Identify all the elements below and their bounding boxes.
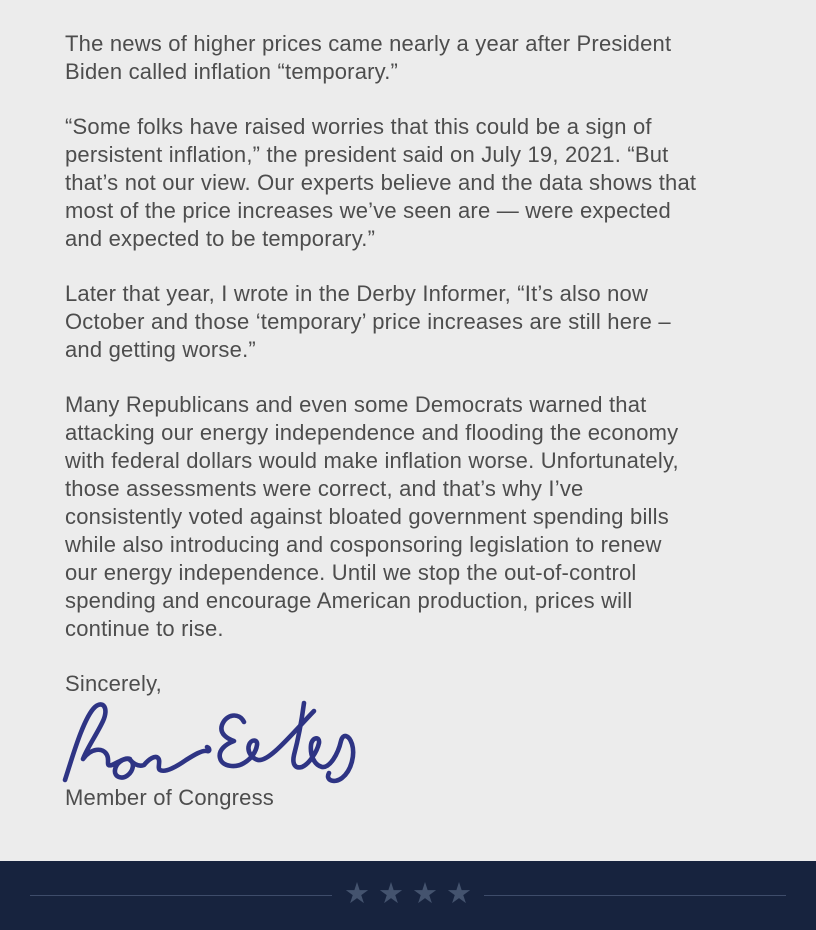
text-line: attacking our energy independence and flooding the economy: [65, 420, 679, 445]
footer-stars: [344, 878, 472, 910]
text-line: Many Republicans and even some Democrats warned that: [65, 392, 647, 417]
text-line: with federal dollars would make inflation worse. Unfortunately,: [65, 448, 679, 473]
signature-title: Member of Congress: [65, 785, 275, 810]
footer-divider-right: [484, 895, 786, 896]
footer-divider-left: [30, 895, 332, 896]
paragraph-3: [65, 280, 761, 364]
star-icon: ★: [412, 878, 438, 910]
closing-salutation: Sincerely,: [65, 671, 162, 696]
signature-ron-estes-drawing: [60, 698, 360, 784]
text-line: and getting worse.”: [65, 337, 256, 362]
text-line: “Some folks have raised worries that this could be a sign of: [65, 114, 652, 139]
text-line: Later that year, I wrote in the Derby Informer, “It’s also now: [65, 281, 649, 306]
text-line: October and those ‘temporary’ price increases are still here –: [65, 309, 671, 334]
text-line: most of the price increases we’ve seen are — were expected: [65, 198, 671, 223]
text-line: our energy independence. Until we stop the out-of-control: [65, 560, 637, 585]
signature-ron-stroke: [65, 704, 209, 780]
handwritten-signature: [60, 698, 761, 784]
text-line: spending and encourage American production, prices will: [65, 588, 633, 613]
paragraph-2: [65, 113, 761, 253]
text-line: Biden called inflation “temporary.”: [65, 59, 399, 84]
signature-tes-stroke: [293, 703, 353, 781]
text-line: continue to rise.: [65, 616, 224, 641]
footer-bar: [0, 861, 816, 930]
paragraph-4: [65, 391, 761, 643]
text-line: that’s not our view. Our experts believe and the data shows that: [65, 170, 697, 195]
letter-body: [65, 30, 761, 812]
text-line: and expected to be temporary.”: [65, 226, 376, 251]
star-icon: ★: [344, 878, 370, 910]
text-line: while also introducing and cosponsoring legislation to renew: [65, 532, 662, 557]
paragraph-1: [65, 30, 761, 86]
star-icon: ★: [378, 878, 404, 910]
text-line: persistent inflation,” the president said on July 19, 2021. “But: [65, 142, 669, 167]
text-line: consistently voted against bloated government spending bills: [65, 504, 669, 529]
text-line: those assessments were correct, and that’s why I’ve: [65, 476, 584, 501]
star-icon: ★: [446, 878, 472, 910]
text-line: The news of higher prices came nearly a year after President: [65, 31, 672, 56]
